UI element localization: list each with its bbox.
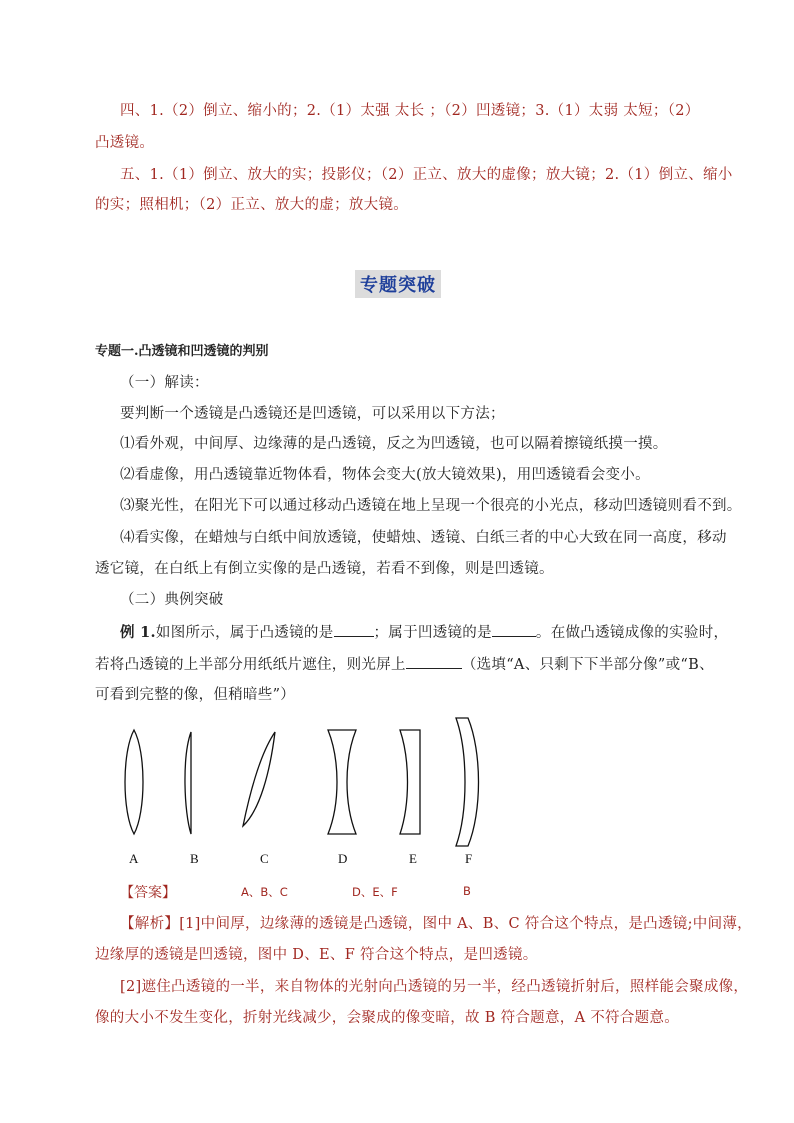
section-title-box [355, 270, 441, 298]
example-1-line2b: （选填“A、只剩下下半部分像”或“B、 [461, 657, 714, 673]
blank-1[interactable] [334, 622, 374, 637]
lens-label-c: C [260, 851, 269, 866]
analysis-text-1: [1]中间厚，边缘薄的透镜是凸透镜，图中 A、B、C 符合这个特点，是凸透镜;中间薄， [179, 916, 752, 932]
answer-label: 【答案】 [120, 885, 176, 901]
example-1-seg3: 。在做凸透镜成像的实验时， [535, 625, 729, 641]
lens-label-f: F [465, 851, 473, 866]
blank-2[interactable] [492, 622, 536, 637]
lens-c-shape [243, 732, 275, 826]
lens-label-d: D [338, 851, 348, 866]
lens-label-e: E [409, 851, 417, 866]
lens-label-a: A [129, 851, 139, 866]
method-2: ⑵看虚像，用凸透镜靠近物体看，物体会变大(放大镜效果)，用凹透镜看会变小。 [120, 467, 650, 483]
example-1-label: 例 1. [120, 624, 156, 641]
method-4: ⑷看实像，在蜡烛与白纸中间放透镜，使蜡烛、透镜、白纸三者的中心大致在同一高度，移动 [120, 530, 727, 546]
lens-b-shape [185, 732, 191, 834]
answer-line-3: 五、1.（1）倒立、放大的实；投影仪；（2）正立、放大的虚像；放大镜；2.（1）倒立、缩小 [120, 167, 733, 183]
lens-f-shape [456, 718, 479, 846]
example-1-line2a: 若将凸透镜的上半部分用纸纸片遮住，则光屏上 [95, 657, 406, 673]
answer-1: A、B、C [241, 885, 288, 899]
example-section-label: （二）典例突破 [120, 592, 224, 608]
topic-heading: 专题一.凸透镜和凹透镜的判别 [95, 344, 269, 359]
example-1-line-2 [95, 654, 714, 675]
example-1-seg2: ；属于凹透镜的是 [373, 625, 492, 641]
blank-3[interactable] [406, 654, 462, 669]
lens-label-b: B [190, 851, 199, 866]
method-4-cont: 透它镜，在白纸上有倒立实像的是凸透镜，若看不到像，则是凹透镜。 [95, 561, 554, 577]
method-3: ⑶聚光性，在阳光下可以通过移动凸透镜在地上呈现一个很亮的小光点，移动凹透镜则看不到。 [120, 498, 742, 514]
answer-3: B [463, 884, 471, 898]
analysis-line-1 [120, 914, 752, 934]
lens-e-shape [400, 730, 420, 834]
answer-2: D、E、F [352, 885, 398, 899]
lens-d-shape [328, 730, 356, 834]
analysis-line-3: [2]遮住凸透镜的一半，来自物体的光射向凸透镜的另一半，经凸透镜折射后，照样能会聚成像， [120, 979, 749, 995]
analysis-line-4: 像的大小不发生变化，折射光线减少，会聚成的像变暗，故 B 符合题意，A 不符合题意。 [95, 1010, 680, 1026]
intro-text: 要判断一个透镜是凸透镜还是凹透镜，可以采用以下方法； [120, 406, 505, 422]
jiedu-label: （一）解读： [120, 375, 209, 391]
analysis-line-2: 边缘厚的透镜是凹透镜，图中 D、E、F 符合这个特点，是凹透镜。 [95, 947, 538, 963]
analysis-label: 【解析】 [120, 916, 180, 932]
example-1-line-1 [120, 622, 728, 643]
method-1: ⑴看外观，中间厚、边缘薄的是凸透镜，反之为凹透镜，也可以隔着擦镜纸摸一摸。 [120, 436, 668, 452]
example-1-seg1: 如图所示，属于凸透镜的是 [155, 625, 334, 641]
lens-a-shape [125, 730, 143, 834]
section-title: 专题突破 [360, 275, 436, 296]
example-1-line-3: 可看到完整的像，但稍暗些”） [95, 687, 296, 703]
answer-line-2: 凸透镜。 [95, 135, 155, 151]
answer-line-1: 四、1.（2）倒立、缩小的；2.（1）太强 太长 ；（2）凹透镜；3.（1）太弱 太短；（2） [120, 103, 700, 119]
lens-figure [110, 712, 510, 852]
answer-line-4: 的实；照相机；（2）正立、放大的虚；放大镜。 [95, 197, 409, 213]
